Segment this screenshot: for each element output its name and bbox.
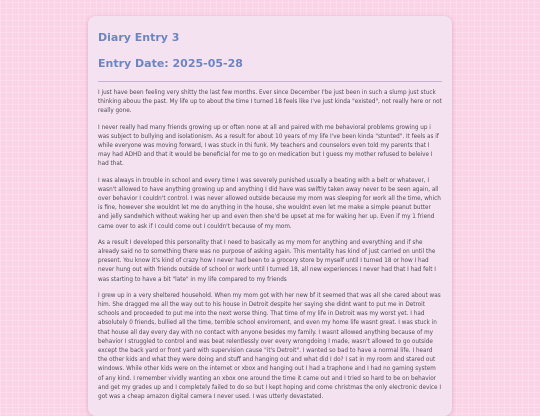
entry-date: Entry Date: 2025-05-28 [98,57,243,70]
entry-paragraph: As a result I developed this personality that I need to basically as my mom for anything and everything and if she already said no to something there was no purpose of asking again. This mentality has kind of just carried on until the present. You know it's kind of crazy how I never had been to a grocery store by myself until I turned 18 or how I had never hung out with friends outside of school or work until I turned 18, all new experiences I never had that I had felt I was starting to have a bit "late" in my life compared to my friends [98,239,436,283]
entry-paragraph: I was always in trouble in school and every time I was severely punished usually a beating with a belt or whatever, I wasn't allowed to have anything growing up and anything I did have was swiftly taken away never to be seen again, all over behavior I couldn't control. I was never allowed outside because my mom was sleeping for work all the time, which is fine, however she wouldnt let me do anything in the house, she wouldnt even let me make a simple peanut butter and jelly sandwhich without waking her up and even then she'd be upset at me for waking her up. Even if my 1 friend came over to ask if I could come out I couldn't because of my mom. [98,177,441,230]
entry-paragraph: I grew up in a very sheltered household. When my mom got with her new bf it seemed that was all she cared about was him. She dragged me all the way out to his house in Detroit despite her saying she didnt want to put me in Detroit schools and proceeded to put me into the next worse thing. That time of my life in Detroit was my worst yet. I had absolutely 0 friends, bullied all the time, terrible school enviroment, and even my home life wasnt great. I was stuck in that house all day every day with no contact with anyone besides my family. I wasnt allowed anything because of my behavior I struggled to control and was beat relentlessly over every wrongdoing I made, wasn't allowed to go outside except the back yard or front yard with supervision cause "it's Detroit". I wanted so bad to have a normal life. I heard the other kids and what they were doing and stuff and hanging out and what did I do? I sat in my room and stared out windows. While other kids were on the internet or xbox and hanging out I had a traphone and I had no gaming system of any kind. I remember vividly wanting an xbox one around the time it came out and I tried so hard to be on behavior and get my grades up and I completely failed to do so but I kept hoping and come christmas the only electronic device I got was a cheap amazon digital camera I never used. I was utterly devastated. [98,292,442,401]
entry-title: Diary Entry 3 [98,31,180,44]
entry-paragraph: I just have been feeling very shitty the last few months. Ever since December I'be just been in such a slump just stuck thinking abouu the past. My life up to about the time I turned 18 feels like I've just kinda "existed", not really here or not really gone. [98,90,442,115]
diary-entry-card [88,16,452,416]
header-divider [98,81,442,82]
entry-paragraph: I never really had many friends growing up or often none at all and paired with me behavioral problems growing up i was subject to bullying and isolationism. As a result for about 10 years of my life I've been kinda "stunted". It feels as if while everyone was moving forward, I was stuck in thi funk. My teachers and counselors even told my parents that I may had ADHD and that it would be beneficial for me to go on medication but I guess my mother refused to beleive I had that. [98,124,439,168]
entry-body [98,89,442,402]
